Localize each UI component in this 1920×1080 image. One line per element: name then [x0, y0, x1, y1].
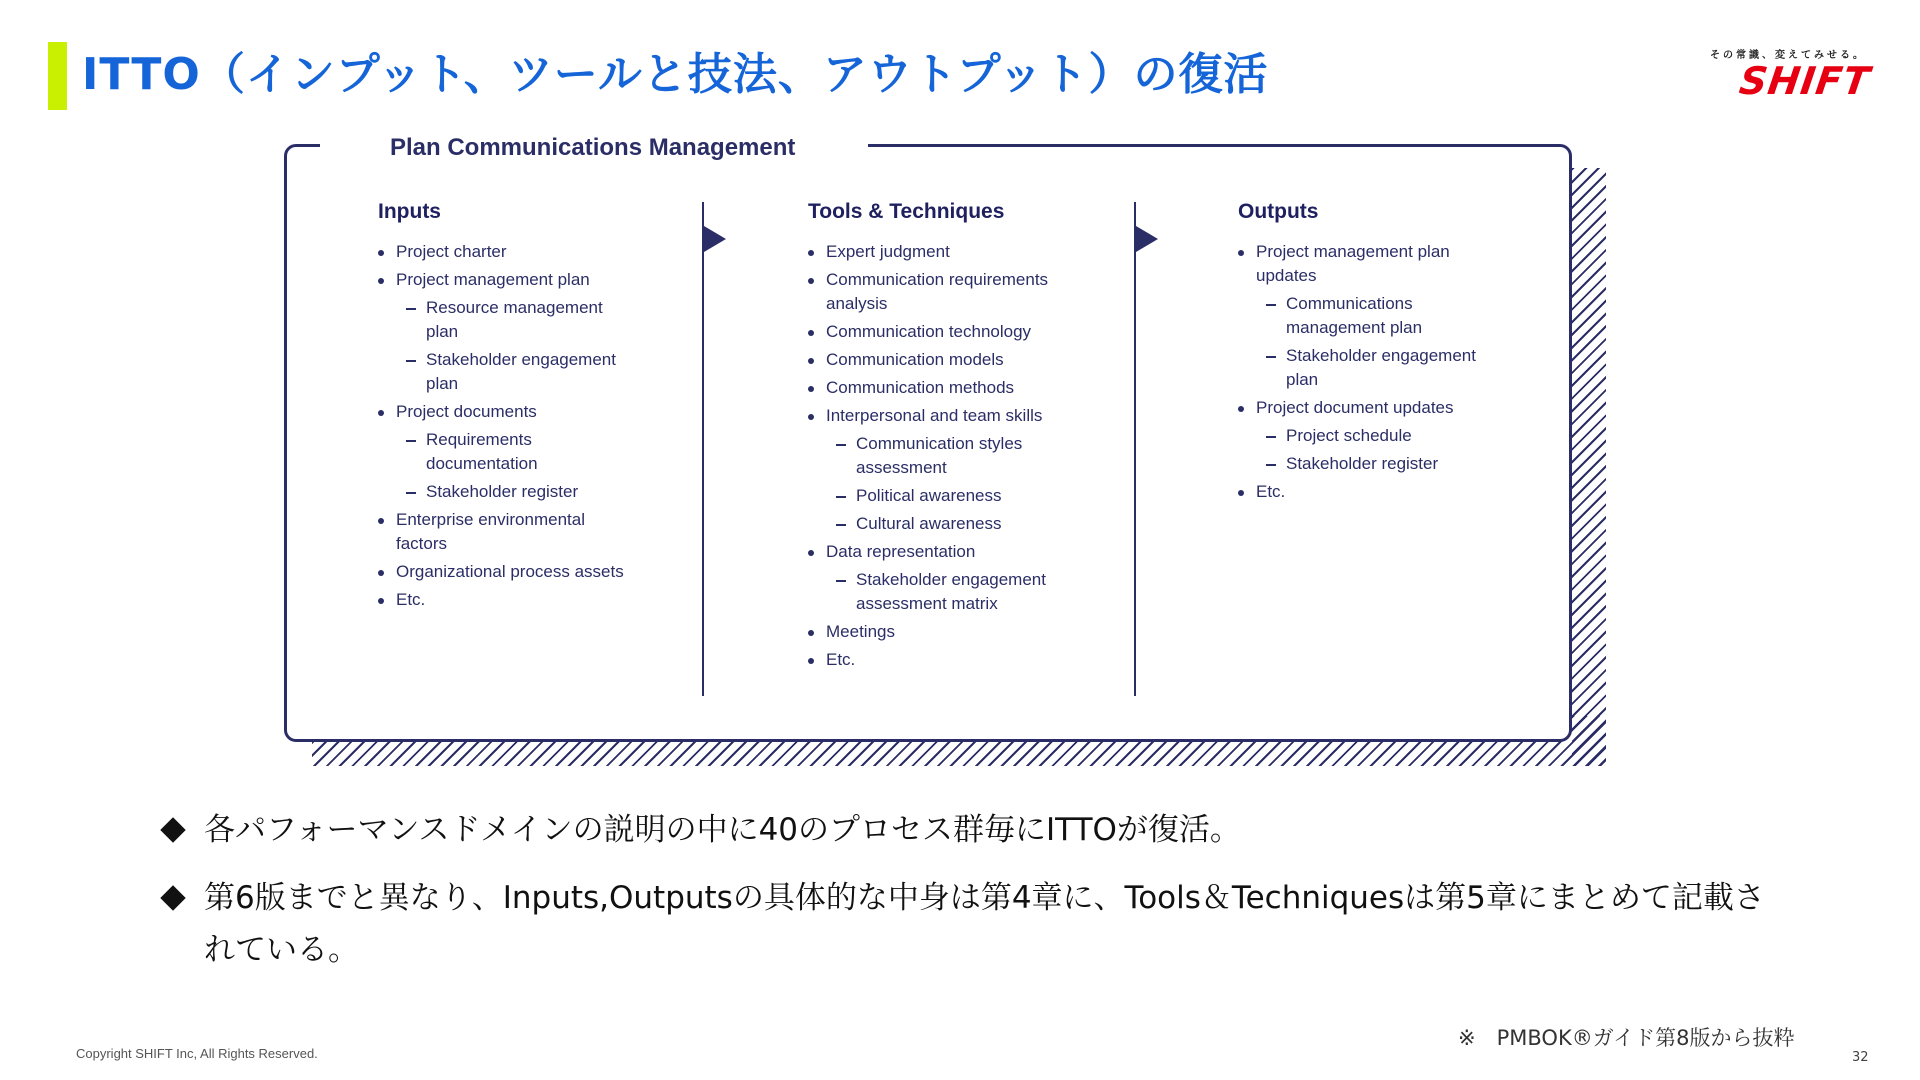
arrow-icon	[704, 226, 726, 252]
note-item	[160, 872, 1780, 976]
diamond-bullet-icon	[160, 817, 185, 842]
note-item	[160, 804, 1780, 856]
list-item: Enterprise environmental factors	[378, 508, 638, 556]
list-item: Etc.	[378, 588, 638, 612]
sub-list-item: Requirements documentation	[378, 428, 638, 476]
sub-list-item: Stakeholder engagement plan	[378, 348, 638, 396]
title-accent-bar	[48, 42, 67, 110]
copyright: Copyright SHIFT Inc, All Rights Reserved.	[76, 1046, 318, 1061]
logo-tagline: その常識、変えてみせる。	[1710, 50, 1866, 61]
list-item: Expert judgment	[808, 240, 1078, 264]
inputs-column	[378, 200, 638, 612]
outputs-column	[1238, 200, 1508, 504]
list-item: Meetings	[808, 620, 1078, 644]
list-item: Project charter	[378, 240, 638, 264]
shift-logo	[1700, 46, 1874, 103]
outputs-heading: Outputs	[1238, 200, 1319, 223]
list-item: Communication technology	[808, 320, 1078, 344]
inputs-heading: Inputs	[378, 200, 441, 223]
list-item: Project management plan updates	[1238, 240, 1508, 288]
sub-list-item: Project schedule	[1238, 424, 1508, 448]
sub-list-item: Communication styles assessment	[808, 432, 1078, 480]
diamond-bullet-icon	[160, 885, 185, 910]
list-item: Project documents	[378, 400, 638, 424]
note-text: 第6版までと異なり、Inputs,Outputsの具体的な中身は第4章に、Tools＆Techniquesは第5章にまとめて記載されている。	[204, 880, 1765, 968]
inputs-list	[378, 240, 638, 612]
column-divider-1	[702, 202, 704, 696]
list-item: Communication models	[808, 348, 1078, 372]
card-shadow-right	[1572, 168, 1606, 766]
column-divider-2	[1134, 202, 1136, 696]
logo-wordmark: SHIFT	[1736, 59, 1874, 103]
list-item: Data representation	[808, 540, 1078, 564]
list-item: Project document updates	[1238, 396, 1508, 420]
tools-heading: Tools & Techniques	[808, 200, 1005, 223]
page-number: 32	[1852, 1050, 1869, 1065]
source-note: ※ PMBOK®ガイド第8版から抜粋	[1458, 1026, 1795, 1050]
tools-list	[808, 240, 1078, 672]
notes	[160, 804, 1780, 992]
list-item: Interpersonal and team skills	[808, 404, 1078, 428]
sub-list-item: Stakeholder register	[378, 480, 638, 504]
sub-list-item: Cultural awareness	[808, 512, 1078, 536]
outputs-list	[1238, 240, 1508, 504]
sub-list-item: Resource management plan	[378, 296, 638, 344]
sub-list-item: Political awareness	[808, 484, 1078, 508]
tools-column	[808, 200, 1078, 672]
list-item: Etc.	[808, 648, 1078, 672]
sub-list-item: Stakeholder engagement assessment matrix	[808, 568, 1078, 616]
sub-list-item: Stakeholder register	[1238, 452, 1508, 476]
arrow-icon	[1136, 226, 1158, 252]
sub-list-item: Stakeholder engagement plan	[1238, 344, 1508, 392]
slide-title: ITTO（インプット、ツールと技法、アウトプット）の復活	[82, 49, 1269, 100]
list-item: Organizational process assets	[378, 560, 638, 584]
itto-card-title: Plan Communications Management	[320, 126, 868, 170]
list-item: Project management plan	[378, 268, 638, 292]
list-item: Etc.	[1238, 480, 1508, 504]
sub-list-item: Communications management plan	[1238, 292, 1508, 340]
note-text: 各パフォーマンスドメインの説明の中に40のプロセス群毎にITTOが復活。	[204, 812, 1241, 848]
list-item: Communication methods	[808, 376, 1078, 400]
list-item: Communication requirements analysis	[808, 268, 1078, 316]
